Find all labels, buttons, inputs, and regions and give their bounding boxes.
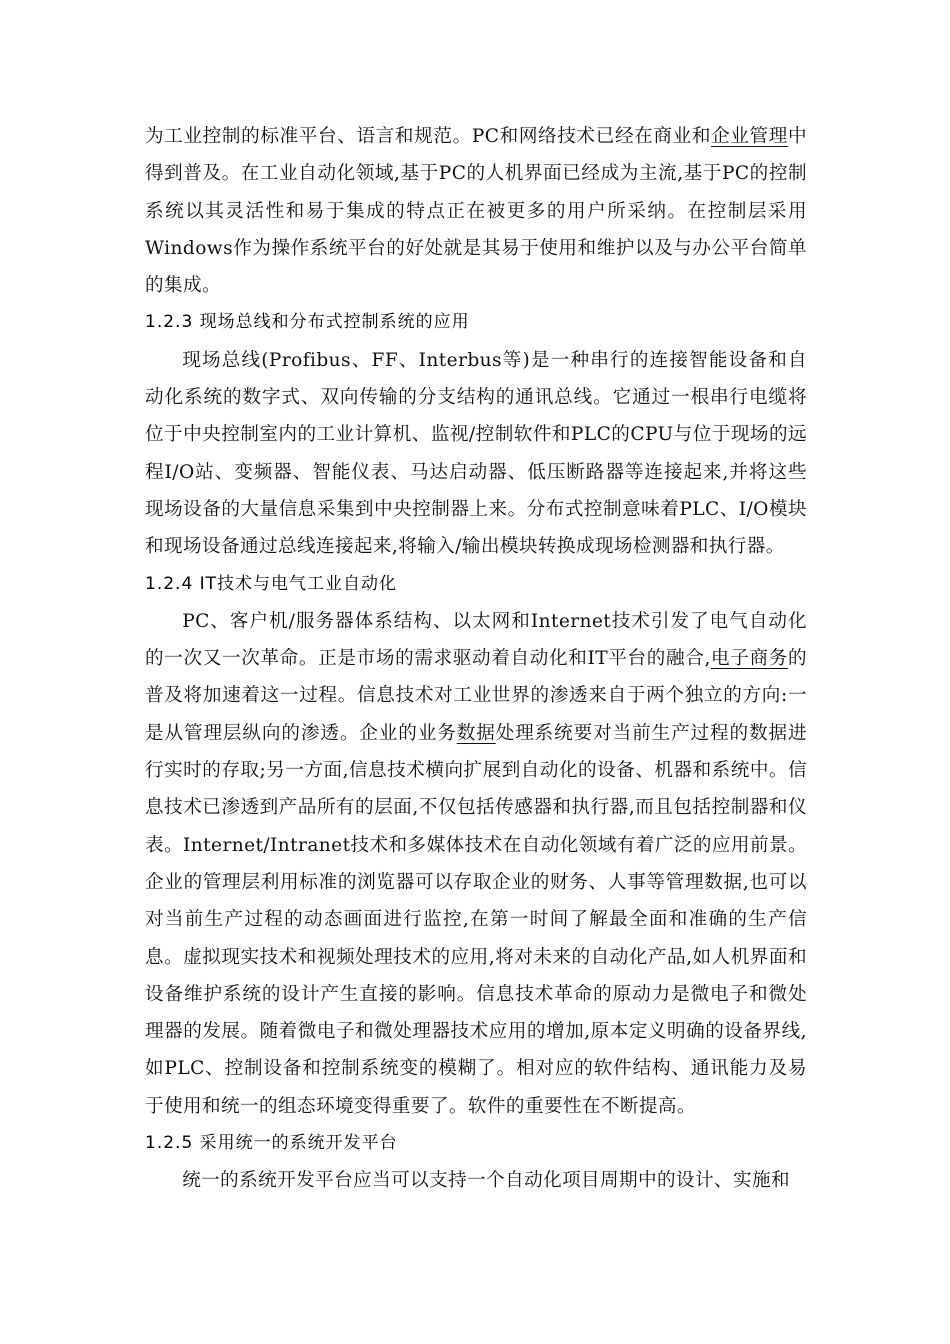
link-enterprise-management[interactable]: 企业管理 xyxy=(711,126,788,147)
paragraph-fieldbus: 现场总线(Profibus、FF、Interbus等)是一种串行的连接智能设备和自动化系统的数字式、双向传输的分支结构的通讯总线。它通过一根串行电缆将位于中央控制室内的工业计算机、监视/控制软件和PLC的CPU与位于现场的远程I/O站、变频器、智能仪表、马达启动器、低压断路器等连接起来,并将这些现场设备的大量信息采集到中央控制器上来。分布式控制意味着PLC、I/O模块和现场设备通过总线连接起来,将输入/输出模块转换成现场检测器和执行器。 xyxy=(145,349,807,558)
link-e-commerce[interactable]: 电子商务 xyxy=(710,648,788,670)
section-heading-1-2-4: 1.2.4 IT技术与电气工业自动化 xyxy=(145,573,398,594)
link-data[interactable]: 数据 xyxy=(456,722,496,744)
section-heading-1-2-3: 1.2.3 现场总线和分布式控制系统的应用 xyxy=(145,312,470,333)
paragraph-text: 处理系统要对当前生产过程的数据进行实时的存取;另一方面,信息技术横向扩展到自动化的设备、机器和系统中。信息技术已渗透到产品所有的层面,不仅包括传感器和执行器,而且包括控制器和仪表。Internet/Intranet技术和多媒体技术在自动化领域有着广泛的应用前景。企业的管理层利用标准的浏览器可以存取企业的财务、人事等管理数据,也可以对当前生产过程的动态画面进行监控,在第一时间了解最全面和准确的生产信息。虚拟现实技术和视频处理技术的应用,将对未来的自动化产品,如人机界面和设备维护系统的设计产生直接的影响。信息技术革命的原动力是微电子和微处理器的发展。随着微电子和微处理器技术应用的增加,原本定义明确的设备界线,如PLC、控制设备和控制系统变的模糊了。相对应的软件结构、通讯能力及易于使用和统一的组态环境变得重要了。软件的重要性在不断提高。 xyxy=(145,722,807,1117)
paragraph-text: 为工业控制的标准平台、语言和规范。PC和网络技术已经在商业和 xyxy=(145,126,712,147)
document-body xyxy=(145,118,807,1200)
paragraph-text: 中得到普及。在工业自动化领域,基于PC的人机界面已经成为主流,基于PC的控制系统以其灵活性和易于集成的特点正在被更多的用户所采纳。在控制层采用Windows作为操作系统平台的好处就是其易于使用和维护以及与办公平台简单的集成。 xyxy=(145,126,807,297)
paragraph-unified-platform: 统一的系统开发平台应当可以支持一个自动化项目周期中的设计、实施和 xyxy=(182,1170,790,1192)
section-heading-1-2-5: 1.2.5 采用统一的系统开发平台 xyxy=(145,1133,398,1154)
paragraph-text: 的普及将加速着这一过程。信息技术对工业世界的渗透来自于两个独立的方向:一是从管理层纵向的渗透。企业的业务 xyxy=(145,648,807,744)
paragraph-pc-network xyxy=(145,118,807,304)
paragraph-it-technology xyxy=(145,603,807,1125)
paragraph-text: PC、客户机/服务器体系结构、以太网和Internet技术引发了电气自动化的一次又一次革命。正是市场的需求驱动着自动化和IT平台的融合, xyxy=(145,610,807,670)
